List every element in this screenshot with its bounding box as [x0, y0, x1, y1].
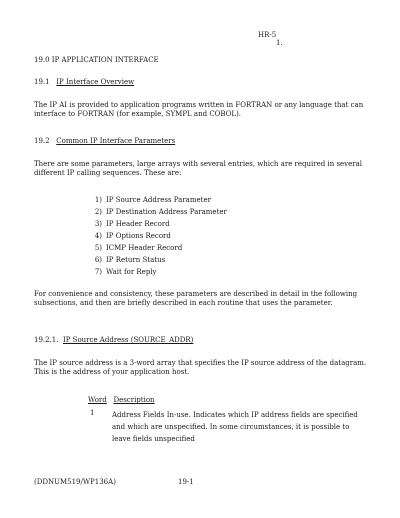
page-mark: 1. — [276, 39, 283, 47]
word-description: Address Fields In-use. Indicates which IP address fields are specified and which are unspecified. In some circumstances, it is possible to leave fields unspecified — [112, 411, 358, 443]
list-item: 6) IP Return Status — [94, 256, 166, 264]
word-number: 1 — [90, 409, 95, 417]
list-item: 1) IP Source Address Parameter — [94, 196, 211, 204]
heading-text: IP Source Address (SOURCE_ADDR) — [62, 336, 194, 344]
heading-text: IP Interface Overview — [56, 78, 135, 86]
paragraph-after-list: For convenience and consistency, these parameters are described in detail in the following subsections, and then are briefly described in each routine that uses the parameter. — [34, 290, 358, 307]
heading-19-1 — [34, 78, 134, 87]
heading-number: 19.1 — [34, 78, 50, 86]
section-title: 19.0 IP APPLICATION INTERFACE — [34, 56, 159, 64]
footer-doc-ref: (DDNUM519/WP136A) — [34, 478, 116, 486]
list-item: 7) Wait for Reply — [94, 268, 157, 276]
table-header — [88, 396, 155, 405]
paragraph-19-2-1: The IP source address is a 3-word array that specifies the IP source address of the datagram. This is the address of your application host. — [34, 359, 367, 376]
footer-page-number: 19-1 — [178, 478, 194, 486]
column-word: Word — [88, 396, 107, 404]
doc-id: HR-5 — [258, 31, 277, 39]
heading-number: 19.2.1. — [34, 336, 59, 344]
paragraph-19-1: The IP AI is provided to application programs written in FORTRAN or any language that can interface to FORTRAN (for example, SYMPL and COBOL). — [34, 101, 364, 118]
list-item: 4) IP Options Record — [94, 232, 171, 240]
heading-text: Common IP Interface Parameters — [56, 137, 176, 145]
paragraph-19-2: There are some parameters, large arrays with several entries, which are required in several different IP calling sequences. These are: — [34, 160, 363, 177]
column-description: Description — [113, 396, 155, 404]
heading-19-2 — [34, 137, 175, 146]
list-item: 5) ICMP Header Record — [94, 244, 183, 252]
heading-19-2-1 — [34, 336, 193, 345]
list-item: 3) IP Header Record — [94, 220, 170, 228]
heading-number: 19.2 — [34, 137, 50, 145]
list-item: 2) IP Destination Address Parameter — [94, 208, 227, 216]
